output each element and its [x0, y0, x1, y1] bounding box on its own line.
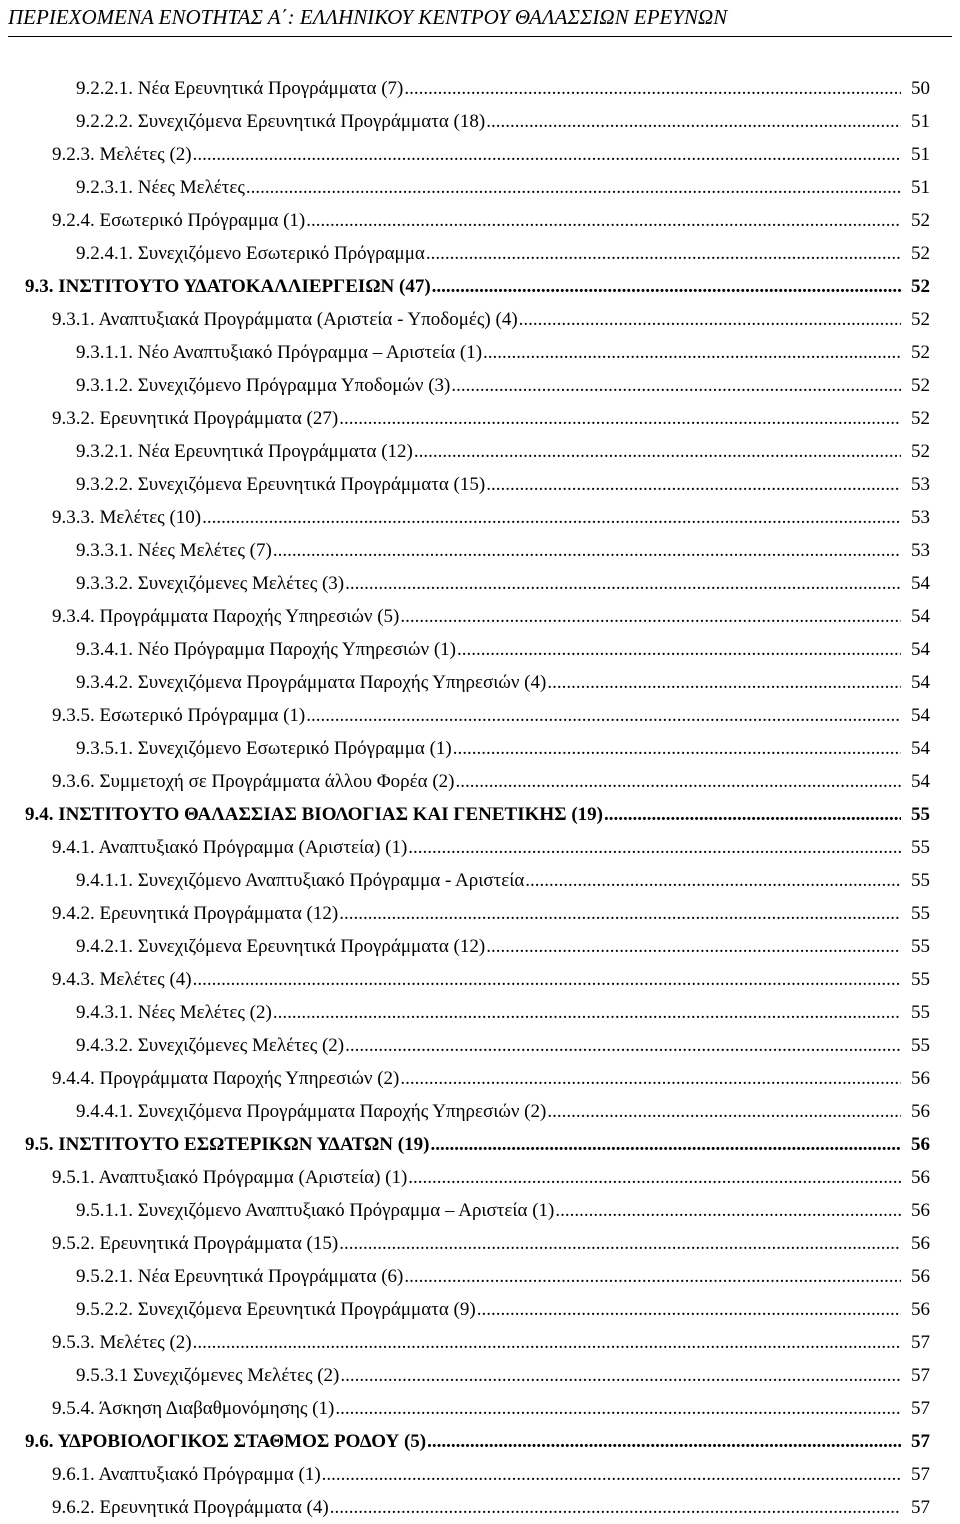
- toc-entry-title: 9.3.2. Ερευνητικά Προγράμματα (27): [52, 408, 339, 429]
- toc-entry[interactable]: [76, 171, 930, 204]
- toc-entry-page: 57: [911, 1398, 930, 1419]
- toc-entry-title: 9.4.2. Ερευνητικά Προγράμματα (12): [52, 903, 339, 924]
- toc-entry-page: 57: [911, 1332, 930, 1353]
- running-header-title: ΠΕΡΙΕΧΟΜΕΝΑ ΕΝΟΤΗΤΑΣ Α΄: ΕΛΛΗΝΙΚΟΥ ΚΕΝΤΡΟΥ ΘΑΛΑΣΣΙΩΝ ΕΡΕΥΝΩΝ: [8, 5, 728, 29]
- toc-entry-page: 55: [911, 903, 930, 924]
- toc-entry-title: 9.3.5.1. Συνεχιζόμενο Εσωτερικό Πρόγραμμα (1): [76, 738, 452, 759]
- toc-entry-title: 9.6.1. Αναπτυξιακό Πρόγραμμα (1): [52, 1464, 321, 1485]
- toc-dot-leader: [426, 237, 901, 270]
- toc-entry[interactable]: [52, 1227, 930, 1260]
- toc-entry-title: 9.5.3. Μελέτες (2): [52, 1332, 192, 1353]
- toc-entry[interactable]: [52, 402, 930, 435]
- toc-entry-page: 54: [911, 606, 930, 627]
- toc-dot-leader: [322, 1458, 901, 1491]
- toc-entry-page: 54: [911, 705, 930, 726]
- toc-entry-page: 56: [911, 1101, 930, 1122]
- toc-entry[interactable]: [52, 1161, 930, 1194]
- toc-entry-title: 9.5. ΙΝΣΤΙΤΟΥΤΟ ΕΣΩΤΕΡΙΚΩΝ ΥΔΑΤΩΝ (19): [25, 1134, 430, 1155]
- toc-dot-leader: [427, 1425, 901, 1458]
- toc-entry-page: 51: [911, 111, 930, 132]
- toc-dot-leader: [193, 963, 901, 996]
- toc-entry[interactable]: [52, 699, 930, 732]
- toc-entry-title: 9.5.4. Άσκηση Διαβαθμονόμησης (1): [52, 1398, 335, 1419]
- toc-entry[interactable]: [76, 996, 930, 1029]
- toc-entry[interactable]: [76, 1293, 930, 1326]
- toc-entry-page: 53: [911, 507, 930, 528]
- toc-entry-title: 9.4.1.1. Συνεχιζόμενο Αναπτυξιακό Πρόγραμμα - Αριστεία: [76, 870, 525, 891]
- toc-entry-page: 57: [911, 1464, 930, 1485]
- toc-entry-page: 54: [911, 771, 930, 792]
- toc-dot-leader: [486, 930, 901, 963]
- toc-dot-leader: [400, 1062, 901, 1095]
- toc-entry-title: 9.3.2.1. Νέα Ερευνητικά Προγράμματα (12): [76, 441, 413, 462]
- toc-entry[interactable]: [76, 732, 930, 765]
- toc-entry-title: 9.5.1.1. Συνεχιζόμενο Αναπτυξιακό Πρόγραμμα – Αριστεία (1): [76, 1200, 555, 1221]
- toc-dot-leader: [339, 897, 901, 930]
- toc-entry[interactable]: [76, 1359, 930, 1392]
- toc-dot-leader: [477, 1293, 901, 1326]
- toc-dot-leader: [604, 798, 901, 831]
- toc-dot-leader: [404, 72, 901, 105]
- toc-entry-page: 52: [911, 441, 930, 462]
- toc-entry-title: 9.2.2.1. Νέα Ερευνητικά Προγράμματα (7): [76, 78, 404, 99]
- toc-entry-title: 9.2.4.1. Συνεχιζόμενο Εσωτερικό Πρόγραμμα: [76, 243, 425, 264]
- toc-entry[interactable]: [52, 765, 930, 798]
- toc-entry[interactable]: [52, 204, 930, 237]
- toc-entry[interactable]: [76, 72, 930, 105]
- toc-entry-page: 55: [911, 969, 930, 990]
- toc-entry-title: 9.3.3. Μελέτες (10): [52, 507, 202, 528]
- toc-entry-page: 57: [911, 1497, 930, 1518]
- toc-entry[interactable]: [52, 897, 930, 930]
- toc-entry-page: 56: [911, 1134, 930, 1155]
- toc-dot-leader: [345, 567, 901, 600]
- toc-entry[interactable]: [76, 1029, 930, 1062]
- toc-entry-title: 9.5.1. Αναπτυξιακό Πρόγραμμα (Αριστεία) (1): [52, 1167, 408, 1188]
- toc-dot-leader: [486, 468, 901, 501]
- toc-entry-title: 9.4.4. Προγράμματα Παροχής Υπηρεσιών (2): [52, 1068, 400, 1089]
- toc-entry-page: 51: [911, 144, 930, 165]
- toc-entry[interactable]: [76, 468, 930, 501]
- toc-entry[interactable]: [76, 1194, 930, 1227]
- toc-entry-title: 9.5.2. Ερευνητικά Προγράμματα (15): [52, 1233, 339, 1254]
- toc-entry-title: 9.4. ΙΝΣΤΙΤΟΥΤΟ ΘΑΛΑΣΣΙΑΣ ΒΙΟΛΟΓΙΑΣ ΚΑΙ ΓΕΝΕΤΙΚΗΣ (19): [25, 804, 604, 825]
- toc-entry[interactable]: [76, 567, 930, 600]
- toc-entry-page: 53: [911, 474, 930, 495]
- toc-entry-page: 57: [911, 1431, 930, 1452]
- toc-dot-leader: [432, 270, 901, 303]
- toc-entry-page: 52: [911, 375, 930, 396]
- toc-dot-leader: [339, 402, 901, 435]
- toc-entry-page: 56: [911, 1266, 930, 1287]
- toc-entry-title: 9.3.2.2. Συνεχιζόμενα Ερευνητικά Προγράμματα (15): [76, 474, 486, 495]
- toc-entry-title: 9.6.2. Ερευνητικά Προγράμματα (4): [52, 1497, 329, 1518]
- toc-dot-leader: [340, 1359, 901, 1392]
- toc-entry-page: 52: [911, 309, 930, 330]
- toc-entry-title: 9.5.2.1. Νέα Ερευνητικά Προγράμματα (6): [76, 1266, 404, 1287]
- toc-dot-leader: [453, 732, 901, 765]
- toc-entry-title: 9.4.3.1. Νέες Μελέτες (2): [76, 1002, 272, 1023]
- toc-dot-leader: [193, 138, 901, 171]
- toc-entry-title: 9.3.3.2. Συνεχιζόμενες Μελέτες (3): [76, 573, 345, 594]
- toc-entry[interactable]: [76, 534, 930, 567]
- toc-dot-leader: [246, 171, 901, 204]
- toc-entry-page: 54: [911, 672, 930, 693]
- toc-entry-title: 9.3.6. Συμμετοχή σε Προγράμματα άλλου Φορέα (2): [52, 771, 455, 792]
- toc-entry-title: 9.3.1. Αναπτυξιακά Προγράμματα (Αριστεία - Υποδομές) (4): [52, 309, 518, 330]
- toc-entry[interactable]: [52, 501, 930, 534]
- toc-dot-leader: [193, 1326, 901, 1359]
- toc-dot-leader: [345, 1029, 901, 1062]
- toc-dot-leader: [414, 435, 901, 468]
- toc-entry-title: 9.3.4.2. Συνεχιζόμενα Προγράμματα Παροχής Υπηρεσιών (4): [76, 672, 547, 693]
- toc-entry-page: 55: [911, 837, 930, 858]
- toc-entry[interactable]: [25, 1128, 930, 1161]
- toc-entry-page: 55: [911, 1002, 930, 1023]
- toc-entry[interactable]: [76, 435, 930, 468]
- toc-entry[interactable]: [76, 105, 930, 138]
- toc-dot-leader: [335, 1392, 901, 1425]
- toc-entry-page: 52: [911, 243, 930, 264]
- toc-dot-leader: [273, 996, 901, 1029]
- toc-entry-page: 56: [911, 1233, 930, 1254]
- toc-dot-leader: [404, 1260, 901, 1293]
- toc-dot-leader: [456, 765, 902, 798]
- toc-entry[interactable]: [76, 237, 930, 270]
- toc-entry[interactable]: [76, 864, 930, 897]
- toc-entry[interactable]: [76, 369, 930, 402]
- toc-dot-leader: [408, 1161, 901, 1194]
- toc-dot-leader: [547, 1095, 901, 1128]
- toc-dot-leader: [339, 1227, 901, 1260]
- toc-entry-page: 55: [911, 870, 930, 891]
- toc-entry-page: 56: [911, 1167, 930, 1188]
- toc-entry-page: 57: [911, 1365, 930, 1386]
- toc-entry-title: 9.5.3.1 Συνεχιζόμενες Μελέτες (2): [76, 1365, 340, 1386]
- toc-entry-page: 56: [911, 1200, 930, 1221]
- toc-entry-page: 52: [911, 276, 930, 297]
- toc-dot-leader: [555, 1194, 901, 1227]
- toc-entry-title: 9.3.1.2. Συνεχιζόμενο Πρόγραμμα Υποδομών (3): [76, 375, 451, 396]
- toc-dot-leader: [408, 831, 901, 864]
- toc-entry-title: 9.4.4.1. Συνεχιζόμενα Προγράμματα Παροχής Υπηρεσιών (2): [76, 1101, 547, 1122]
- toc-entry-title: 9.3.4. Προγράμματα Παροχής Υπηρεσιών (5): [52, 606, 400, 627]
- toc-entry-page: 54: [911, 573, 930, 594]
- toc-dot-leader: [430, 1128, 901, 1161]
- toc-entry[interactable]: [76, 1095, 930, 1128]
- toc-dot-leader: [457, 633, 901, 666]
- toc-entry-title: 9.5.2.2. Συνεχιζόμενα Ερευνητικά Προγράμματα (9): [76, 1299, 476, 1320]
- toc-entry-title: 9.3.1.1. Νέο Αναπτυξιακό Πρόγραμμα – Αριστεία (1): [76, 342, 483, 363]
- toc-dot-leader: [486, 105, 901, 138]
- toc-entry-page: 54: [911, 738, 930, 759]
- toc-dot-leader: [330, 1491, 901, 1524]
- toc-entry[interactable]: [76, 930, 930, 963]
- toc-entry-title: 9.4.1. Αναπτυξιακό Πρόγραμμα (Αριστεία) (1): [52, 837, 408, 858]
- toc-entry-page: 56: [911, 1299, 930, 1320]
- toc-entry[interactable]: [76, 1260, 930, 1293]
- toc-entry-title: 9.2.4. Εσωτερικό Πρόγραμμα (1): [52, 210, 306, 231]
- toc-entry-page: 52: [911, 210, 930, 231]
- toc-dot-leader: [400, 600, 901, 633]
- toc-dot-leader: [519, 303, 901, 336]
- toc-entry-page: 53: [911, 540, 930, 561]
- toc-entry-title: 9.3.3.1. Νέες Μελέτες (7): [76, 540, 272, 561]
- toc-entry-title: 9.2.3.1. Νέες Μελέτες: [76, 177, 245, 198]
- toc-entry[interactable]: [25, 270, 930, 303]
- toc-entry-page: 56: [911, 1068, 930, 1089]
- toc-entry-title: 9.4.3.2. Συνεχιζόμενες Μελέτες (2): [76, 1035, 345, 1056]
- toc-dot-leader: [202, 501, 901, 534]
- toc-entry-title: 9.6. ΥΔΡΟΒΙΟΛΟΓΙΚΟΣ ΣΤΑΘΜΟΣ ΡΟΔΟΥ (5): [25, 1431, 427, 1452]
- running-header: [8, 2, 952, 37]
- toc-dot-leader: [306, 699, 901, 732]
- toc-dot-leader: [525, 864, 901, 897]
- toc-entry[interactable]: [52, 1326, 930, 1359]
- toc-entry[interactable]: [52, 831, 930, 864]
- toc-entry[interactable]: [52, 600, 930, 633]
- toc-entry-title: 9.2.3. Μελέτες (2): [52, 144, 192, 165]
- toc-entry-page: 55: [911, 1035, 930, 1056]
- toc-entry-title: 9.2.2.2. Συνεχιζόμενα Ερευνητικά Προγράμματα (18): [76, 111, 486, 132]
- toc-entry[interactable]: [76, 633, 930, 666]
- toc-entry[interactable]: [52, 138, 930, 171]
- toc-entry-title: 9.3.4.1. Νέο Πρόγραμμα Παροχής Υπηρεσιών (1): [76, 639, 456, 660]
- toc-entry-title: 9.3. ΙΝΣΤΙΤΟΥΤΟ ΥΔΑΤΟΚΑΛΛΙΕΡΓΕΙΩΝ (47): [25, 276, 431, 297]
- toc-entry[interactable]: [52, 1392, 930, 1425]
- toc-entry[interactable]: [76, 666, 930, 699]
- toc-entry-title: 9.4.2.1. Συνεχιζόμενα Ερευνητικά Προγράμματα (12): [76, 936, 486, 957]
- toc-entry-page: 55: [911, 936, 930, 957]
- toc-entry[interactable]: [52, 303, 930, 336]
- toc-entry-page: 51: [911, 177, 930, 198]
- toc-entry[interactable]: [25, 798, 930, 831]
- toc-entry[interactable]: [52, 1062, 930, 1095]
- toc-entry-page: 55: [911, 804, 930, 825]
- toc-entry[interactable]: [52, 963, 930, 996]
- toc-dot-leader: [451, 369, 901, 402]
- toc-entry-page: 52: [911, 342, 930, 363]
- toc-entry-page: 52: [911, 408, 930, 429]
- toc-dot-leader: [273, 534, 901, 567]
- toc-entry[interactable]: [52, 1458, 930, 1491]
- toc-entry-title: 9.4.3. Μελέτες (4): [52, 969, 192, 990]
- toc-dot-leader: [547, 666, 901, 699]
- toc-dot-leader: [306, 204, 901, 237]
- toc-entry[interactable]: [52, 1491, 930, 1524]
- toc-entry[interactable]: [25, 1425, 930, 1458]
- toc-dot-leader: [483, 336, 901, 369]
- toc-entry-title: 9.3.5. Εσωτερικό Πρόγραμμα (1): [52, 705, 306, 726]
- toc-entry[interactable]: [76, 336, 930, 369]
- toc-entry-page: 54: [911, 639, 930, 660]
- toc-entry-page: 50: [911, 78, 930, 99]
